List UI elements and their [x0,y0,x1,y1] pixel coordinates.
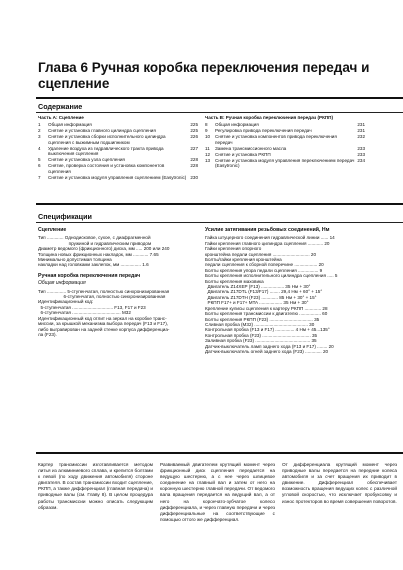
specs-right-column [205,228,365,354]
toc-item [38,134,198,145]
spec-line: 6-ступенчатая, полностью синхронизированная [38,294,166,300]
toc-item-text: Общая информация [215,122,259,128]
spec-line: 6-ступенчатая ...................................... M32 [38,310,131,316]
spec-line: Двигатель Z14XEP (F13) .................. 35 Нм + 30° [205,284,311,290]
toc-item-number: 5 [38,157,41,163]
spec-line: миссии, за крышкой механизма выбора передач (F13 и F17), [38,321,169,327]
spec-line: Крепление кулисы сцепления к картеру РКПП ............. 28 [205,305,328,311]
toc-item-number: 9 [205,128,208,134]
spec-line: Болты крепления исполнительного цилиндра сцепления ..... 5 [205,273,338,279]
toc-item [205,158,365,169]
manual-spec-title: Ручная коробка переключения передач [38,272,141,279]
spec-line: Идентификационный код отлит на зеркал на коробке транс- [38,315,167,321]
spec-line: Идентификационный код: [38,299,94,305]
spec-line: Толщина новых фрикционных накладок, мм ............ 7.65 [38,251,159,257]
spec-line: Болты крепления упора педали сцепления ................ 9 [205,267,323,273]
clutch-spec-lines [38,235,198,267]
toc-item-page: 233 [357,145,365,151]
toc-item-text: Снятие и установка сборки исполнительного цилиндра сцепления с выжимным подшипником [48,134,166,145]
specs-left-column [38,228,198,337]
toc-item [205,122,365,127]
toc-item-number: 2 [38,128,41,134]
toc-part-a [38,115,198,181]
toc-item-page: 225 [190,122,198,128]
toc-item-page: 228 [190,157,198,163]
clutch-spec-title: Сцепление [38,227,67,233]
toc-item-number: 11 [205,145,210,151]
toc-item-text: Снятие и установка компонентов привода переключения передач [215,134,337,145]
spec-line: педали сцепления к сборной поперечине .................. 20 [205,262,324,268]
toc-part-b-list [205,122,365,168]
torque-spec-title: Усилие затягивания резьбовых соединений, Нм [205,227,330,233]
spec-line: либо выгравирован на задней стенке корпуса дифференциа- [38,326,170,332]
toc-item-number: 3 [38,134,41,140]
toc-item-page: 234 [357,157,365,163]
spec-line: Гайки крепления главного цилиндра сцепления ............ 20 [205,240,330,246]
spec-line: Заливная пробка (F23) ........................................... 35 [205,338,317,344]
toc-item [38,157,198,162]
contents-heading: Содержание [38,102,83,111]
toc-item-page: 225 [190,128,198,134]
toc-item [38,163,198,174]
body-text-col3: От дифференциала крутящий момент через приводные валы передается на передние колеса автомобиля и за счет вращения их приводит в движение. Дифференциал обеспечивает возможность вращения ведущих колес с различной угловой скоростью, что исключает пробуксовку и износ протекторов во время совершения поворотов. [282,462,397,504]
spec-line: Двигатель Z17DTH (F23) ............. 85 Нм + 30° + 15° [205,294,317,300]
spec-line: накладки над головками заклепок, мм ................ 1.6 [38,262,149,268]
chapter-rule [36,97,403,99]
spec-line: Гайки крепления опорного [205,246,262,252]
spec-line: 5-ступенчатая ................................ F13, F17 и F23 [38,304,146,310]
specs-end-rule [36,452,403,454]
spec-line: Болты крепления РКПП (F23) .................................. 35 [205,316,320,322]
toc-item-number: 12 [205,151,211,157]
body-text-col2: Развиваемый двигателем крутящий момент через фрикционный диск сцепления передается на ведущую шестерню, а с нее через шлицевое соединение на главный вал и затем от него на коронную шестерню главной передачи. От ведомого вала вращения передается на ведущий вал, а от него на корончато-зубчатое колесо дифференциала, и через главную передачи и через дифференциальные на соответствующие с помощью оттого же дифференциал. [160,462,275,522]
toc-item-number: 6 [38,163,41,169]
spec-line: Болты крепления трансмиссии к двигателю ................. 60 [205,311,328,317]
toc-item-number: 1 [38,122,41,128]
spec-line: Болты крепления маховика [205,278,264,284]
specs-heading: Спецификации [38,212,92,221]
contents-end-rule [36,203,403,205]
spec-line: кронштейна педали сцепления ............................. 20 [205,251,317,257]
toc-item-text: Общая информация [48,122,92,128]
toc-item-number: 4 [38,145,41,151]
toc-item-page: 226 [190,134,198,140]
contents-rule [36,112,403,113]
spec-line: ла (F23). [38,331,57,337]
toc-item [38,146,198,157]
toc-item [205,128,365,133]
spec-line: РКПП F17+ и F17+ MTA .................. 35 Нм + 30° [205,300,309,306]
spec-line: Гайка штуцерного соединения гидравлической линии ...... 14 [205,235,335,241]
specs-rule [36,222,403,223]
toc-item-text: Снятие и установка главного цилиндра сцепления [48,128,156,134]
spec-line: Болты/гайки крепления кронштейна [205,257,282,263]
toc-item [205,146,365,151]
toc-item-text: Регулировка привода переключения передач [215,128,312,134]
toc-item-page: 231 [357,128,365,134]
manual-spec-lines [38,289,198,338]
toc-item-number: 7 [38,174,41,180]
spec-line: Минимально допустимая толщина [38,257,112,263]
spec-line: Тип ............... 5-ступенчатая, полностью синхронизированная [38,288,170,294]
toc-item-text: Снятие и установка модуля управления сцеплением (Easytronic) [48,174,187,180]
toc-item-text: Замена трансмиссионного масла [215,145,287,151]
toc-item [205,134,365,145]
toc-part-a-title: Часть А: Сцепление [38,115,84,120]
toc-item-text: Снятие и установка узла сцепления [48,157,125,163]
spec-line: Двигатель Z17DTL (F13/F17) ........ 29,4 Нм + 60° + 15° [205,289,323,295]
toc-item-page: 233 [357,151,365,157]
toc-item-page: 227 [190,145,198,151]
spec-line: Тип ............. Однодисковое, сухое, с диафрагменной [38,235,151,241]
chapter-title: Глава 6 Ручная коробка переключения передач и сцепление [38,60,370,91]
toc-item-page: 232 [357,134,365,140]
toc-item [38,122,198,127]
spec-line: Контрольная пробка (F13 и F17) ............... 4 Нм + 45...135° [205,327,330,333]
spec-line: Сливная пробка (M32) .......................................... 30 [205,321,315,327]
spec-line: Датчик-выключатель огней заднего хода (F23) ............. 20 [205,348,329,354]
toc-item-text: Снятие и установка РКПП [215,151,271,157]
body-text-col1: Картер трансмиссии изготавливается методом литья из алюминиевого сплава, и крепится болтами к левой (по ходу движения автомобиля) стороне двигателя. В состав трансмиссии входит сцепление, РКПП, а также дифференциал (главная передача) и приводные валы (см. Главу 8). В целом процедура работы трансмиссии можно описать следующим образом. [38,462,153,510]
toc-item-text: Снятие и установка модуля управления переключением передач (Easytronic) [215,157,355,169]
toc-item-number: 8 [205,122,208,128]
torque-spec-lines [205,235,365,354]
toc-part-b [205,115,365,169]
toc-item [38,128,198,133]
spec-line: пружиной и гидравлическим приводом [38,240,152,246]
spec-line: Диаметр ведомого (фрикционного) диска, мм ..... 200 или 240 [38,246,170,252]
toc-part-a-list [38,122,198,180]
manual-spec-subtitle: Общая информация [38,280,86,287]
toc-item [38,175,198,180]
spec-line: Контрольная пробка (F23) ...................................... 35 [205,332,318,338]
toc-item-text: Удаление воздуха из гидравлического тракта привода выключения сцепления [48,145,164,157]
toc-part-b-title: Часть В: Ручная коробка переключения передач (РКПП) [205,115,334,120]
toc-item-page: 230 [190,174,198,180]
toc-item [205,152,365,157]
toc-item-number: 10 [205,134,211,140]
toc-item-number: 13 [205,157,211,163]
toc-item-page: 228 [190,163,198,169]
spec-line: Датчик-выключатель ламп заднего хода (F13 и F17) ........ 20 [205,343,334,349]
toc-item-text: Снятие, проверка состояния и установка компонентов сцепления [48,163,165,174]
toc-item-page: 231 [357,122,365,128]
